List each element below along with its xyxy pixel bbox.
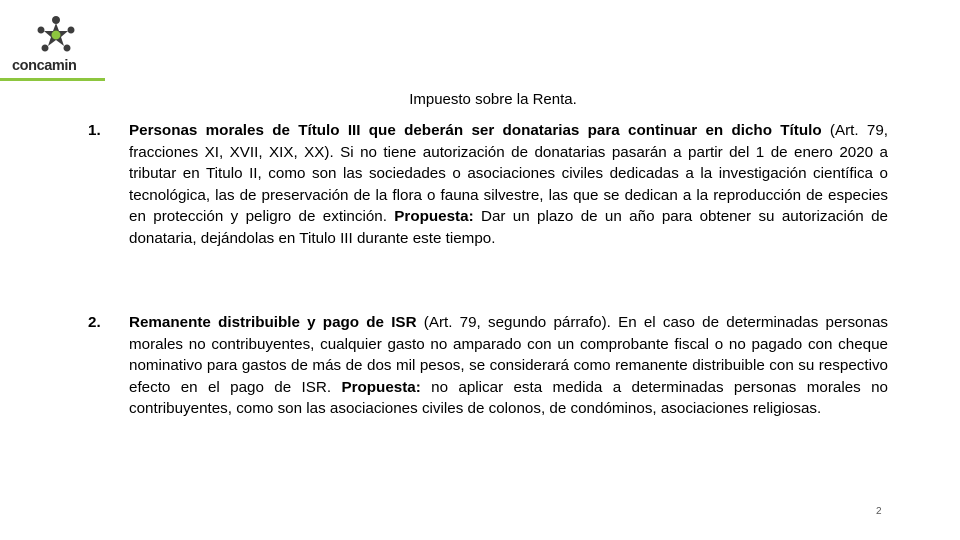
- page-title: Impuesto sobre la Renta.: [409, 91, 577, 108]
- item-lead: Remanente distribuible y pago de ISR: [129, 314, 417, 331]
- item-body: (Art. 79, segundo párrafo). En el caso de determinadas personas morales no contribuyentes, cualquier gasto no amparado con un comprobante fiscal o no pagado con cheque nominativo para gastos de más de dos mil pesos, se considerará como remanente distribuible con su respectivo efecto en el pago de ISR.: [129, 314, 888, 396]
- brand-rule: [0, 78, 105, 81]
- brand-wordmark: concamin: [12, 58, 77, 74]
- gear-star-icon: [34, 14, 78, 54]
- item-lead: Personas morales de Título III que deberán ser donatarias para continuar en dicho Título: [129, 122, 822, 139]
- concamin-logo: [10, 14, 102, 76]
- item-number: 1.: [88, 122, 101, 139]
- item-number: 2.: [88, 314, 101, 331]
- proposal-text: Dar un plazo de un año para obtener su autorización de donataria, dejándolas en Titulo III durante este tiempo.: [129, 208, 888, 247]
- proposal-text: no aplicar esta medida a determinadas personas morales no contribuyentes, como son las asociaciones civiles de colonos, de condóminos, asociaciones religiosas.: [129, 378, 889, 417]
- item-body: (Art. 79, fracciones XI, XVII, XIX, XX). Si no tiene autorización de donatarias pasarán a partir del 1 de enero 2020 a tributar en Titulo II, como son las sociedades o asociaciones civiles dedicadas a la investigación científica o tecnológica, las de preservación de la flora o fauna silvestre, las que se dedican a la reproducción de especies en protección y peligro de extinción.: [129, 122, 888, 225]
- item-text: [129, 312, 888, 420]
- proposal-label: Propuesta:: [341, 378, 421, 396]
- item-text: [129, 120, 888, 249]
- proposal-label: Propuesta:: [394, 208, 474, 225]
- page-number: 2: [876, 506, 882, 517]
